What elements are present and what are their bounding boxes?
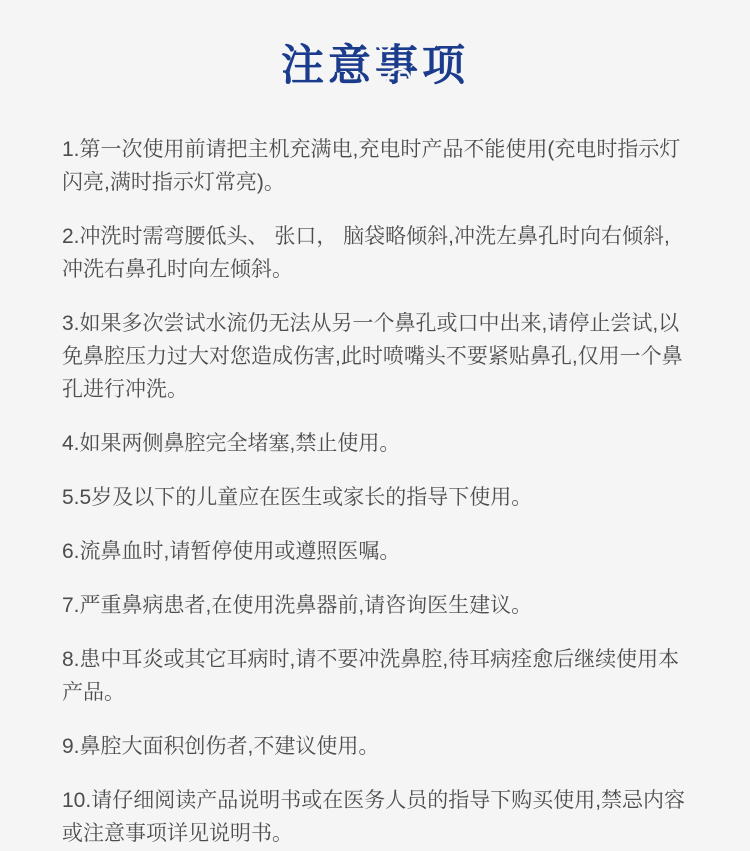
note-item: 2.冲洗时需弯腰低头、 张口， 脑袋略倾斜,冲洗左鼻孔时向右倾斜,冲洗右鼻孔时向左倾斜。 xyxy=(62,225,670,281)
note-item: 5.5岁及以下的儿童应在医生或家长的指导下使用。 xyxy=(62,486,533,509)
note-item: 8.患中耳炎或其它耳病时,请不要冲洗鼻腔,待耳病痊愈后继续使用本产品。 xyxy=(62,648,680,704)
note-item: 7.严重鼻病患者,在使用洗鼻器前,请咨询医生建议。 xyxy=(62,594,533,617)
note-item: 1.第一次使用前请把主机充满电,充电时产品不能使用(充电时指示灯闪亮,满时指示灯常亮)。 xyxy=(62,138,681,194)
note-item: 6.流鼻血时,请暂停使用或遵照医嘱。 xyxy=(62,540,401,563)
page-title xyxy=(0,38,750,96)
note-item: 3.如果多次尝试水流仍无法从另一个鼻孔或口中出来,请停止尝试,以免鼻腔压力过大对您造成伤害,此时喷嘴头不要紧贴鼻孔,仅用一个鼻孔进行冲洗。 xyxy=(62,312,683,401)
notes-list xyxy=(62,133,690,850)
precautions-page xyxy=(0,38,750,851)
page-title-text: 注意事项 xyxy=(281,42,469,90)
note-item: 4.如果两侧鼻腔完全堵塞,禁止使用。 xyxy=(62,432,401,455)
note-item: 9.鼻腔大面积创伤者,不建议使用。 xyxy=(62,735,380,758)
note-item: 10.请仔细阅读产品说明书或在医务人员的指导下购买使用,禁忌内容或注意事项详见说明书。 xyxy=(62,789,686,845)
